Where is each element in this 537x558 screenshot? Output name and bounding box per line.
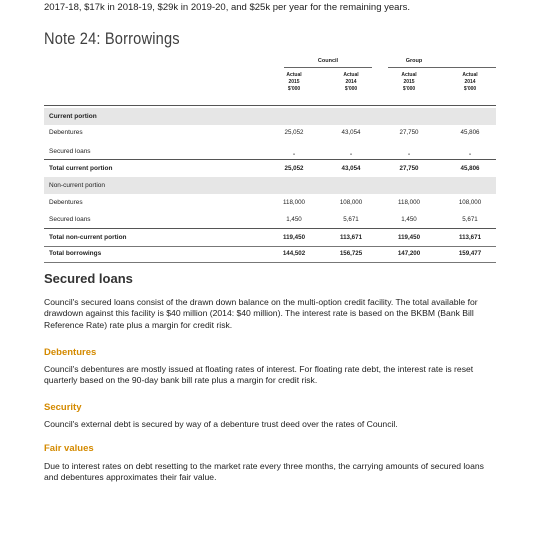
subheading-security: Security (44, 402, 82, 413)
column-header-line: Actual (286, 72, 302, 78)
cell-value: - (468, 151, 472, 158)
header-rule (44, 105, 496, 106)
table-row-section (44, 177, 496, 194)
column-header-line: 2015 (288, 79, 300, 85)
cell-value: 118,000 (398, 199, 420, 206)
cell-value: 43,054 (341, 129, 361, 136)
table-row (44, 143, 496, 160)
table-row-section (44, 108, 496, 125)
column-header-line: $'000 (287, 86, 301, 92)
intro-text: 2017-18, $17k in 2018-19, $29k in 2019-20, and $25k per year for the remaining years. (44, 2, 410, 13)
group-rule-group (388, 67, 496, 68)
subheading-debentures: Debentures (44, 347, 97, 358)
debentures-text: Council's debentures are mostly issued at floating rates of interest. For floating rate debt, the interest rate is reset quarterly based on the 90-day bank bill rate plus a margin for credit risk. (44, 364, 474, 386)
group-header-council: Council (317, 58, 339, 64)
row-label: Debentures (49, 199, 83, 206)
row-label: Total non-current portion (49, 234, 127, 241)
secured-loans-text: Council's secured loans consist of the drawn down balance on the multi-option credit facility. The total available for drawdown against this facility is $40 million (2014: $40 million). The interest rate is based on the BKBM (Bank Bill Reference Rate) rate plus a margin for credit risk. (44, 297, 478, 330)
column-header (389, 72, 429, 93)
row-label: Non-current portion (49, 182, 105, 189)
cell-value: 43,054 (341, 165, 361, 172)
column-header-line: $'000 (344, 86, 358, 92)
security-text: Council's external debt is secured by way of a debenture trust deed over the rates of Council. (44, 419, 398, 429)
cell-value: - (349, 151, 353, 158)
cell-value: 118,000 (283, 199, 305, 206)
column-header-line: 2014 (464, 79, 476, 85)
cell-value: 5,671 (343, 216, 359, 223)
subheading-fair-values: Fair values (44, 443, 94, 454)
cell-value: 25,052 (284, 165, 304, 172)
cell-value: 27,750 (399, 129, 419, 136)
note-title: Note 24: Borrowings (44, 29, 180, 48)
column-header (450, 72, 490, 93)
column-header-line: Actual (343, 72, 359, 78)
cell-value: 1,450 (286, 216, 302, 223)
row-label: Secured loans (49, 148, 91, 155)
cell-value: 147,200 (397, 250, 421, 257)
cell-value: 113,671 (339, 234, 363, 241)
group-rule-council (284, 67, 372, 68)
cell-value: 1,450 (401, 216, 417, 223)
column-header-line: 2014 (345, 79, 357, 85)
fair-values-text: Due to interest rates on debt resetting to the market rate every three months, the carrying amounts of secured loans and debentures approximates their fair value. (44, 461, 484, 483)
cell-value: 27,750 (399, 165, 419, 172)
cell-value: - (407, 151, 411, 158)
table-row (44, 211, 496, 228)
cell-value: 119,450 (397, 234, 421, 241)
column-header (274, 72, 314, 93)
cell-value: 156,725 (339, 250, 363, 257)
row-label: Debentures (49, 129, 83, 136)
cell-value: 113,671 (458, 234, 482, 241)
row-label: Total current portion (49, 165, 113, 172)
cell-value: 108,000 (339, 199, 363, 206)
group-header-group: Group (405, 58, 423, 64)
cell-value: 45,806 (460, 165, 480, 172)
column-header-line: Actual (462, 72, 478, 78)
cell-value: - (292, 151, 296, 158)
row-label: Secured loans (49, 216, 91, 223)
table-row-total (44, 159, 496, 178)
column-header-line: $'000 (402, 86, 416, 92)
column-header-line: 2015 (403, 79, 415, 85)
column-header (331, 72, 371, 93)
row-label: Total borrowings (49, 250, 102, 257)
section-heading-secured-loans: Secured loans (44, 271, 133, 286)
cell-value: 45,806 (460, 129, 480, 136)
table-row-total (44, 245, 496, 263)
cell-value: 108,000 (458, 199, 482, 206)
cell-value: 144,502 (282, 250, 306, 257)
cell-value: 5,671 (462, 216, 478, 223)
column-header-line: Actual (401, 72, 417, 78)
cell-value: 119,450 (282, 234, 306, 241)
column-header-line: $'000 (463, 86, 477, 92)
table-row (44, 124, 496, 141)
row-label: Current portion (49, 113, 97, 120)
table-row (44, 194, 496, 211)
cell-value: 159,477 (458, 250, 482, 257)
cell-value: 25,052 (284, 129, 304, 136)
